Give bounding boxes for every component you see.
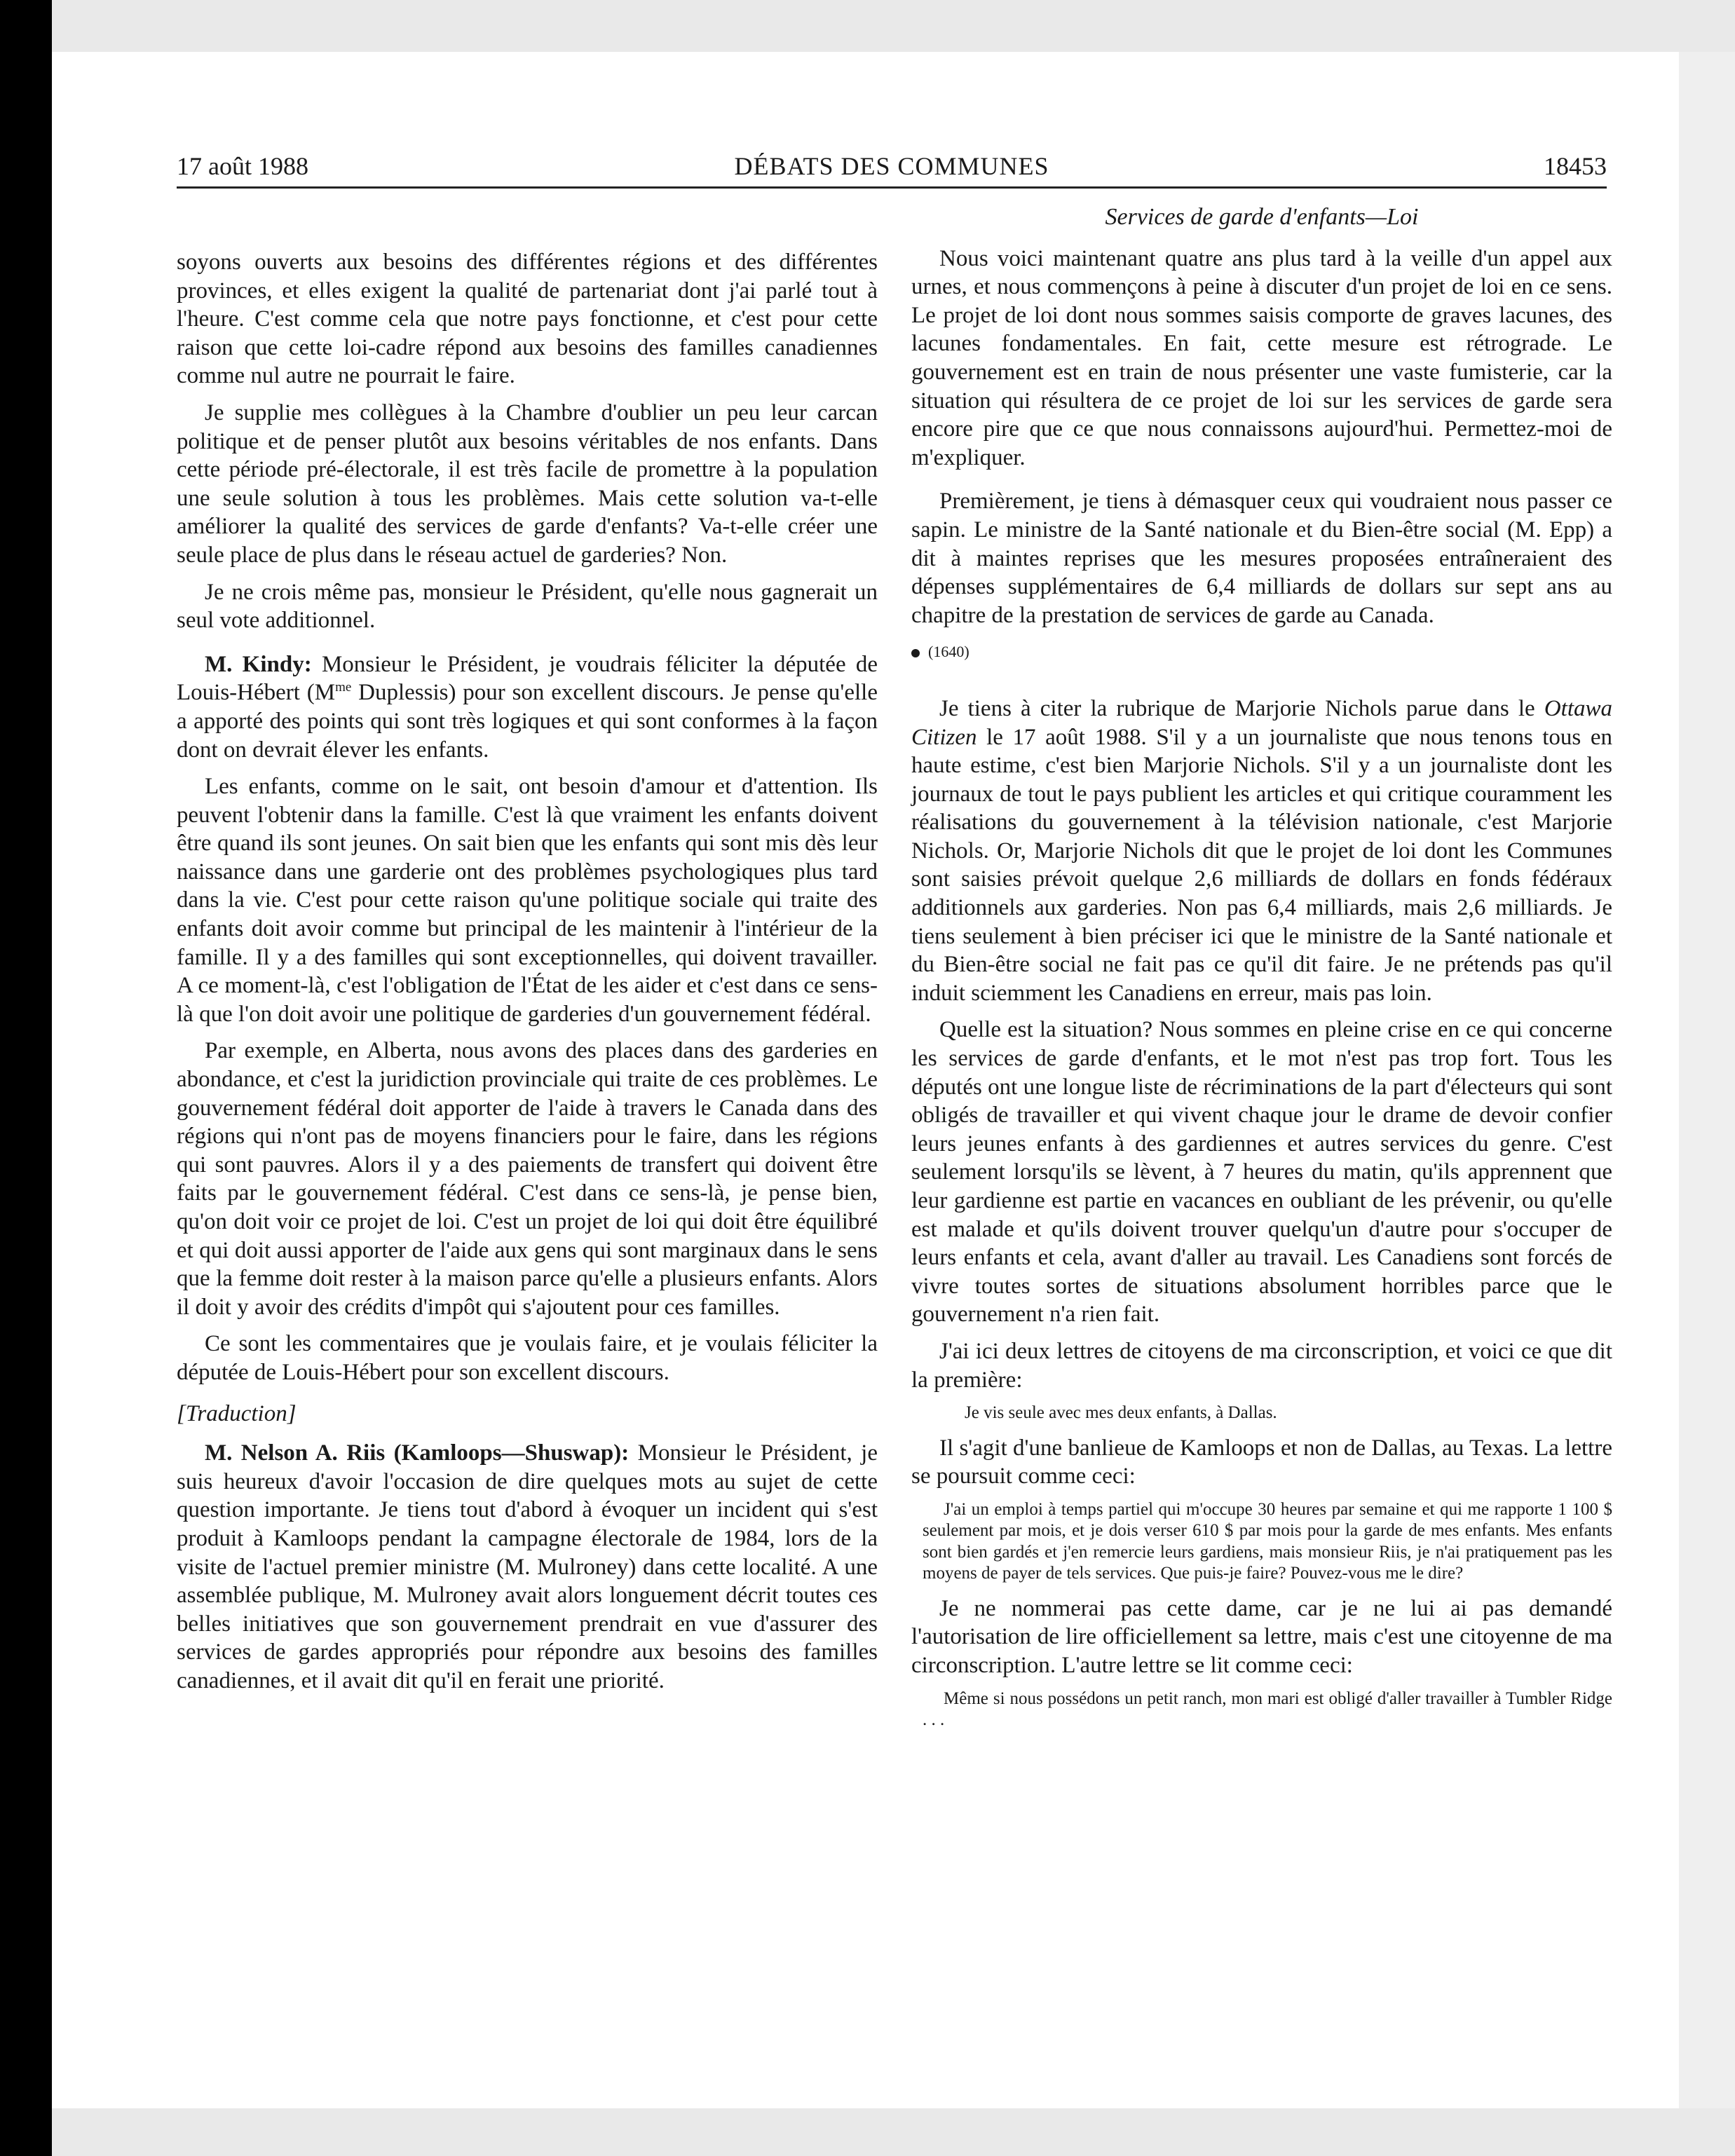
speech-text: Monsieur le Président, je suis heureux d'avoir l'occasion de dire quelques mots au sujet de cette question importante. Je tiens tout d'abord à évoquer un incident qui s'est produit à Kamloops pendant la campagne électorale de 1984, lors de la visite de l'actuel premier ministre (M. Mulroney) dans cette localité. A une assemblée publique, M. Mulroney avait alors longuement décrit toutes ces belles initiatives que son gouvernement prendrait en vue d'assurer des services de gardes appropriés pour répondre aux besoins des familles canadiennes, et il avait dit qu'il en ferait une priorité. (177, 1440, 878, 1693)
header-rule (177, 186, 1607, 189)
bullet-dot-icon (911, 649, 920, 657)
speaker-name: M. Kindy: (205, 651, 312, 677)
paragraph (911, 695, 1612, 1008)
speech-kindy (177, 650, 878, 764)
paragraph: Quelle est la situation? Nous sommes en pleine crise en ce qui concerne les services de garde d'enfants, et le mot n'est pas trop fort. Tous les députés ont une longue liste de récriminations de la part d'électeurs qui sont obligés de travailler et qui vivent chaque jour le drame de devoir confier leurs jeunes enfants à des gardiennes et autres services du genre. C'est seulement lorsqu'ils se lèvent, à 7 heures du matin, qu'ils apprennent que leur gardienne est partie en vacances en oubliant de les prévenir, ou qu'elle est malade et qu'ils doivent trouver quelqu'un d'autre pour s'occuper de leurs enfants et cela, avant d'aller au travail. Les Canadiens sont forcés de vivre toutes sortes de situations absolument horribles parce que le gouvernement n'a rien fait. (911, 1017, 1612, 1328)
page-header (177, 151, 1607, 188)
speech-text: Duplessis) pour son excellent discours. Je pense qu'elle a apporté des points qui sont très logiques et qui sont conformes à la façon dont on devrait élever les enfants. (177, 680, 878, 763)
paragraph: Je ne crois même pas, monsieur le Président, qu'elle nous gagnerait un seul vote additionnel. (177, 579, 878, 634)
section-heading: Services de garde d'enfants—Loi (1105, 204, 1419, 230)
text-run: le 17 août 1988. S'il y a un journaliste que nous tenons tous en haute estime, c'est bien Marjorie Nichols. S'il y a un journaliste dont les journaux de tout le pays publient les articles et qui critique couramment les réalisations du gouvernement à la télévision nationale, c'est Marjorie Nichols. Or, Marjorie Nichols dit que le projet de loi dont les Communes sont saisies prévoit quelque 2,6 milliards de dollars en fonds fédéraux additionnels aux garderies. Non pas 6,4 milliards, mais 2,6 milliards. Je tiens seulement à bien préciser ici que le ministre de la Santé nationale et du Bien-être social ne fait pas ce qu'il dit faire. Je ne prétends pas qu'il induit sciemment les Canadiens en erreur, mais pas loin. (911, 724, 1612, 1006)
paragraph: Les enfants, comme on le sait, ont besoin d'amour et d'attention. Ils peuvent l'obtenir dans la famille. C'est là que vraiment les enfants doivent être quand ils sont jeunes. On sait bien que les enfants qui sont mis dès leur naissance dans une garderie ont des problèmes psychologiques plus tard dans la vie. C'est pour cette raison qu'une politique sociale qui traite des enfants doit avoir comme but principal de les maintenir à l'intérieur de la famille. Il y a des familles qui sont exceptionnelles, qui doivent travailler. A ce moment-là, c'est l'obligation de l'État de les aider et c'est dans ce sens-là que l'on doit avoir une politique de garderies d'un gouvernement fédéral. (177, 774, 878, 1027)
left-column (177, 203, 878, 1704)
paragraph: J'ai ici deux lettres de citoyens de ma circonscription, et voici ce que dit la première: (911, 1338, 1612, 1393)
header-date: 17 août 1988 (177, 152, 308, 180)
paragraph: soyons ouverts aux besoins des différentes régions et des différentes provinces, et elles exigent la qualité de partenariat dont j'ai parlé tout à l'heure. C'est comme cela que notre pays fonctionne, et c'est pour cette raison que cette loi-cadre répond aux besoins des familles canadiennes comme nul autre ne pourrait le faire. (177, 250, 878, 389)
header-page-number: 18453 (1544, 152, 1607, 180)
paragraph: Je supplie mes collègues à la Chambre d'oublier un peu leur carcan politique et de penser plutôt aux besoins véritables de nos enfants. Dans cette période pré-électorale, il est très facile de promettre à la population une seule solution à tous les problèmes. Mais cette solution va-t-elle améliorer la qualité des services de garde d'enfants? Va-t-elle créer une seule place de plus dans le réseau actuel de garderies? Non. (177, 400, 878, 568)
speech-riis (177, 1439, 878, 1695)
translation-label: [Traduction] (177, 1400, 297, 1426)
paragraph: Nous voici maintenant quatre ans plus tard à la veille d'un appel aux urnes, et nous commençons à peine à discuter d'un projet de loi en ce sens. Le projet de loi dont nous sommes saisis comporte de graves lacunes, des lacunes fondamentales. En fait, cette mesure est rétrograde. Le gouvernement est en train de nous présenter une vaste fumisterie, car la situation qui résultera de ce projet de loi sur les services de garde sera encore pire que ce que nous connaissons aujourd'hui. Permettez-moi de m'expliquer. (911, 245, 1612, 470)
paragraph: Je ne nommerai pas cette dame, car je ne lui ai pas demandé l'autorisation de lire officiellement sa lettre, mais c'est une citoyenne de ma circonscription. L'autre lettre se lit comme ceci: (911, 1595, 1612, 1679)
scan-top-margin (52, 0, 1735, 52)
speech-text: Monsieur le Président, je voudrais féliciter la députée de Louis-Hébert (M (177, 651, 878, 706)
speaker-name: M. Nelson A. Riis (Kamloops—Shuswap): (205, 1440, 630, 1466)
letter-quote: Même si nous possédons un petit ranch, mon mari est obligé d'aller travailler à Tumbler Ridge . . . (923, 1688, 1612, 1730)
superscript: me (335, 680, 352, 695)
time-marker (911, 638, 1612, 667)
newspaper-title: Ottawa Citizen (911, 695, 1612, 750)
paragraph: Il s'agit d'une banlieue de Kamloops et non de Dallas, au Texas. La lettre se poursuit comme ceci: (911, 1435, 1612, 1489)
header-title: DÉBATS DES COMMUNES (734, 152, 1049, 180)
paragraph: Ce sont les commentaires que je voulais faire, et je voulais féliciter la députée de Louis-Hébert pour son excellent discours. (177, 1331, 878, 1385)
text-run: Je tiens à citer la rubrique de Marjorie Nichols parue dans le (939, 695, 1544, 721)
letter-quote: Je vis seule avec mes deux enfants, à Dallas. (965, 1403, 1277, 1423)
scan-right-margin (1679, 52, 1735, 2108)
time-marker-text: (1640) (928, 643, 969, 661)
paragraph: Par exemple, en Alberta, nous avons des places dans des garderies en abondance, et c'est la juridiction provinciale qui traite de ces problèmes. Le gouvernement fédéral doit apporter de l'aide à travers le Canada dans des régions qui n'ont pas de moyens financiers pour le faire, dans les régions qui sont pauvres. Alors il y a des paiements de transfert qui doivent être faits par le gouvernement fédéral. C'est dans ce sens-là, je pense bien, qu'on doit voir ce projet de loi. C'est un projet de loi qui doit être équilibré et qui doit aussi apporter de l'aide aux gens qui sont marginaux dans le sens que la femme doit rester à la maison parce qu'elle a plusieurs enfants. Alors il doit y avoir des crédits d'impôt qui s'ajoutent pour ces familles. (177, 1038, 878, 1320)
paragraph: Premièrement, je tiens à démasquer ceux qui voudraient nous passer ce sapin. Le ministre de la Santé nationale et du Bien-être social (M. Epp) a dit à maintes reprises que les mesures proposées entraîneraient des dépenses supplémentaires de 6,4 milliards de dollars sur sept ans au chapitre de la prestation de services de garde au Canada. (911, 489, 1612, 628)
right-column (911, 203, 1612, 1741)
scan-left-edge (0, 0, 52, 2156)
letter-quote: J'ai un emploi à temps partiel qui m'occupe 30 heures par semaine et qui me rapporte 1 100 $ seulement par mois, et je dois verser 610 $ par mois pour la garde de mes enfants. Mes enfants sont bien gardés et j'en remercie leurs gardiens, mais monsieur Riis, je n'ai pratiquement pas les moyens de payer de tels services. Que puis-je faire? Pouvez-vous me le dire? (923, 1499, 1612, 1583)
scan-bottom-margin (52, 2108, 1735, 2156)
